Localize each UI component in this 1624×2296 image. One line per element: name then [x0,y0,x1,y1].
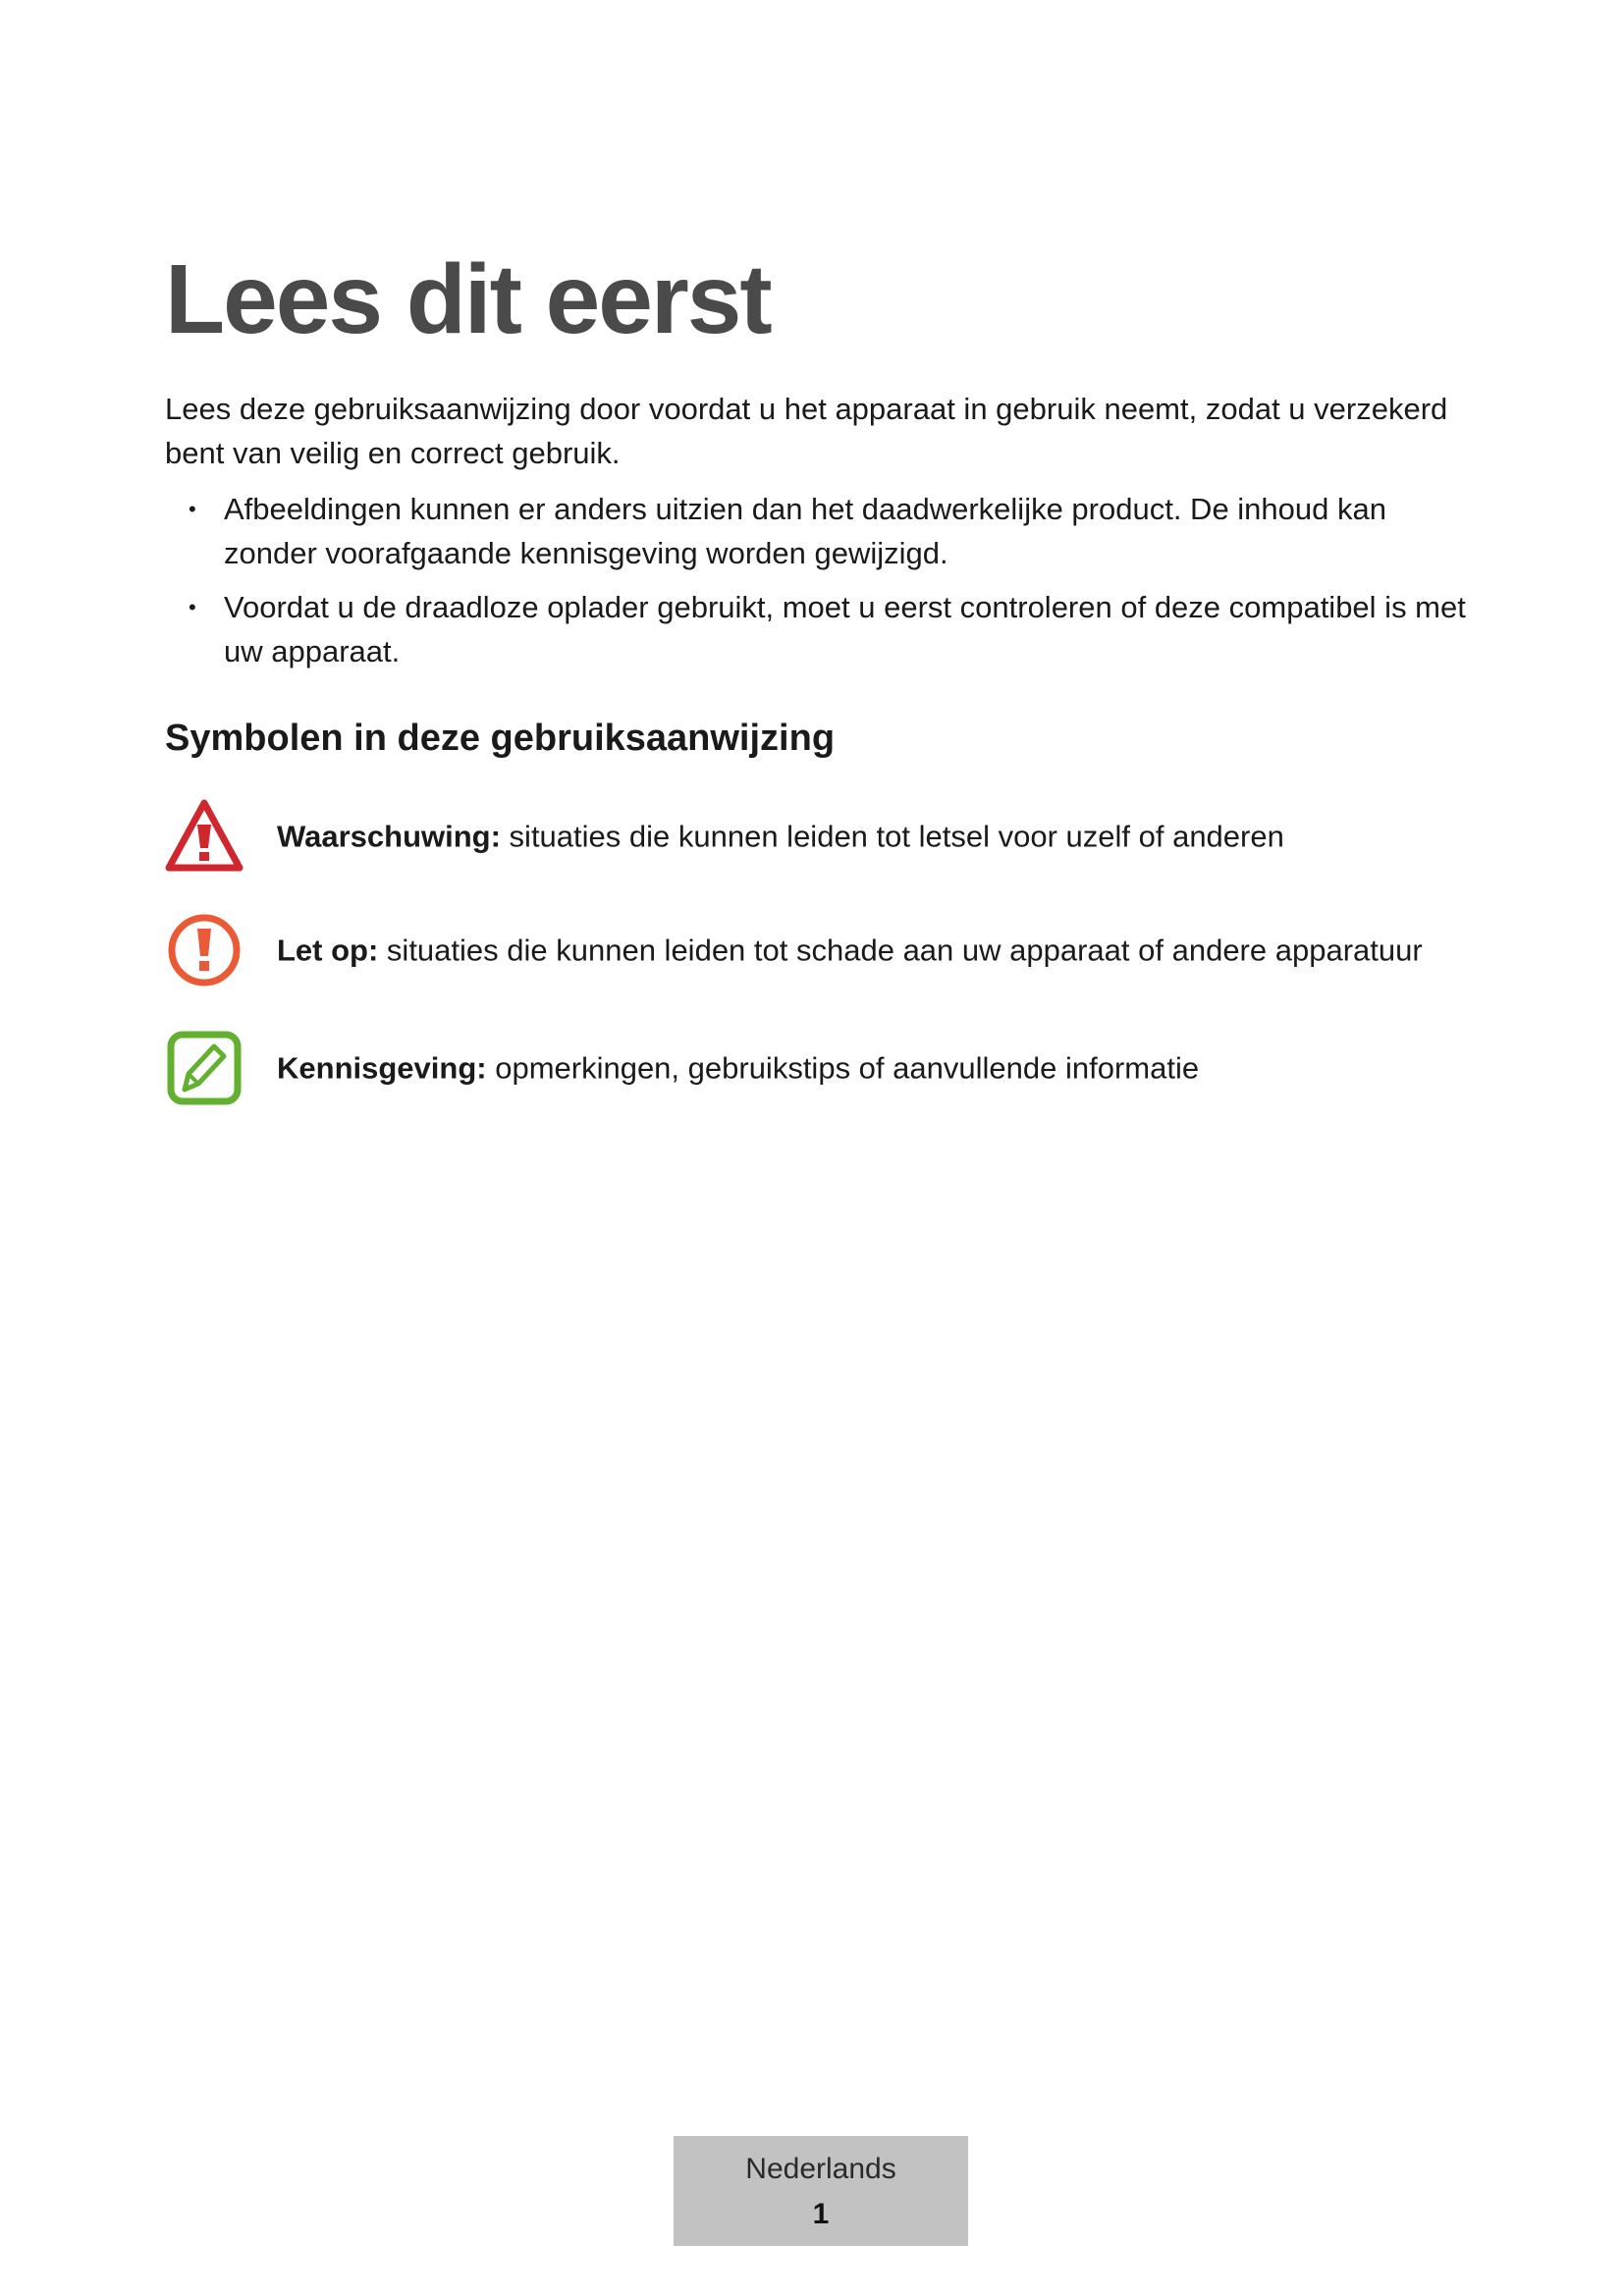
list-item [165,585,1481,673]
symbol-row-notice [165,1029,1520,1107]
symbol-row-caution [165,911,1520,989]
intro-paragraph: Lees deze gebruiksaanwijzing door voordat u het apparaat in gebruik neemt, zodat u verzekerd bent van veilig en correct gebruik. [165,392,1448,470]
symbol-description-caution: situaties die kunnen leiden tot schade aan uw apparaat of andere apparatuur [378,933,1423,968]
list-item-text: Voordat u de draadloze oplader gebruikt, moet u eerst controleren of deze compatibel is met uw apparaat. [224,590,1466,668]
symbol-label-notice: Kennisgeving: [277,1050,487,1086]
page-title: Lees dit eerst [165,244,771,354]
symbol-description-notice: opmerkingen, gebruikstips of aanvullende informatie [486,1050,1200,1086]
symbol-description-warning: situaties die kunnen leiden tot letsel voor uzelf of anderen [500,819,1284,854]
bullet-marker: • [189,497,196,521]
symbol-text-warning [277,815,1284,859]
symbol-text-caution [277,929,1423,973]
bullet-marker: • [189,595,196,619]
note-pencil-icon [165,1029,244,1107]
list-item-text: Afbeeldingen kunnen er anders uitzien dan het daadwerkelijke product. De inhoud kan zonder voorafgaande kennisgeving worden gewijzigd. [224,492,1386,570]
page-footer [674,2136,968,2246]
symbol-row-warning [165,797,1520,876]
symbol-label-warning: Waarschuwing: [277,819,501,854]
page-number: 1 [812,2198,830,2230]
bullet-list [165,487,1481,683]
caution-circle-icon [165,911,244,989]
symbol-text-notice [277,1046,1199,1091]
symbol-label-caution: Let op: [277,933,379,968]
warning-triangle-icon [165,797,244,876]
section-heading: Symbolen in deze gebruiksaanwijzing [165,718,836,759]
list-item [165,487,1481,575]
footer-language: Nederlands [745,2153,896,2185]
